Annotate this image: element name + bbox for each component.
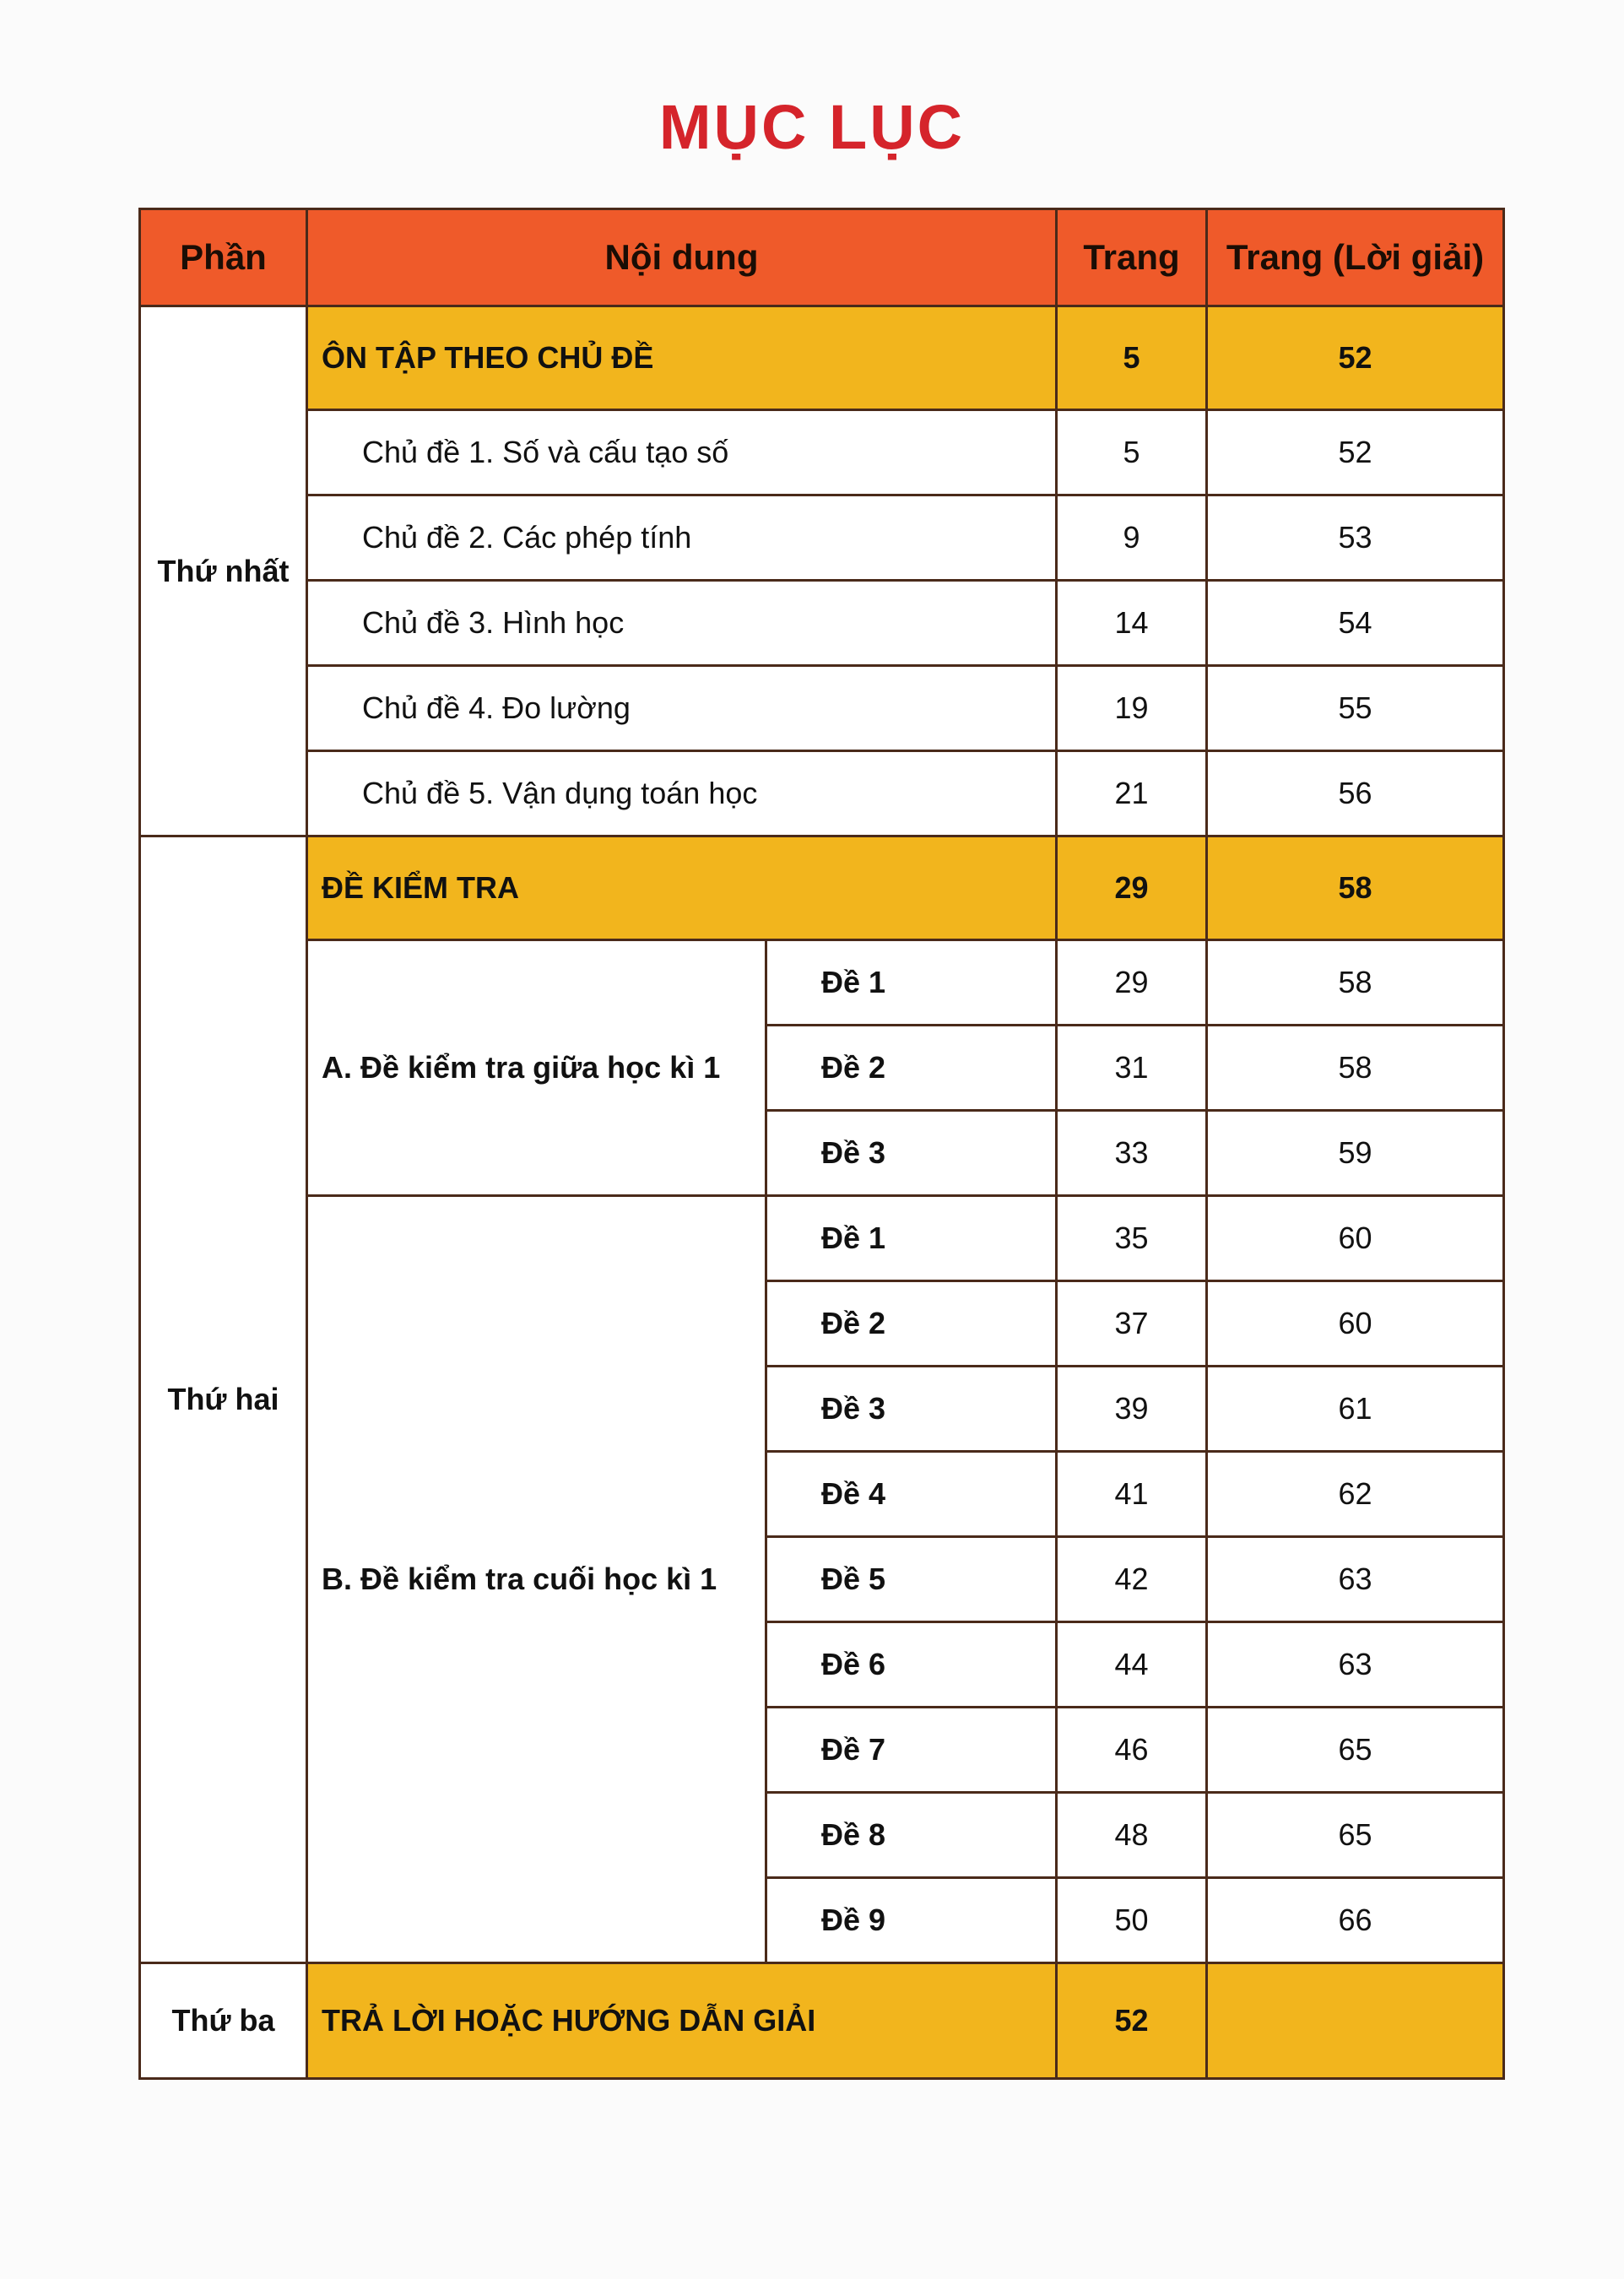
section-row bbox=[140, 306, 1504, 410]
page-number: 19 bbox=[1057, 666, 1207, 751]
page-number: 29 bbox=[1057, 836, 1207, 940]
answer-page-number: 53 bbox=[1207, 495, 1504, 581]
test-group-label: A. Đề kiểm tra giữa học kì 1 bbox=[307, 940, 766, 1196]
topic-label: Chủ đề 3. Hình học bbox=[307, 581, 1057, 666]
answer-page-number: 62 bbox=[1207, 1452, 1504, 1537]
answer-page-number: 65 bbox=[1207, 1708, 1504, 1793]
page-number: 44 bbox=[1057, 1622, 1207, 1708]
test-label: Đề 1 bbox=[766, 1196, 1057, 1281]
test-label: Đề 2 bbox=[766, 1026, 1057, 1111]
section-title: ĐỀ KIỂM TRA bbox=[307, 836, 1057, 940]
answer-page-number: 61 bbox=[1207, 1367, 1504, 1452]
page-number: 39 bbox=[1057, 1367, 1207, 1452]
answer-page-number: 59 bbox=[1207, 1111, 1504, 1196]
table-row bbox=[140, 581, 1504, 666]
page-number: 29 bbox=[1057, 940, 1207, 1026]
page-number: 48 bbox=[1057, 1793, 1207, 1878]
test-label: Đề 9 bbox=[766, 1878, 1057, 1963]
header-part: Phần bbox=[140, 209, 307, 306]
answer-page-number: 60 bbox=[1207, 1281, 1504, 1367]
answer-page-number: 52 bbox=[1207, 410, 1504, 495]
answer-page-number: 58 bbox=[1207, 836, 1504, 940]
table-row bbox=[140, 410, 1504, 495]
table-row bbox=[140, 1196, 1504, 1281]
test-label: Đề 2 bbox=[766, 1281, 1057, 1367]
header-row bbox=[140, 209, 1504, 306]
page-number: 42 bbox=[1057, 1537, 1207, 1622]
page-number: 46 bbox=[1057, 1708, 1207, 1793]
page-title: MỤC LỤC bbox=[658, 92, 966, 162]
page-number: 41 bbox=[1057, 1452, 1207, 1537]
page-number: 33 bbox=[1057, 1111, 1207, 1196]
test-label: Đề 5 bbox=[766, 1537, 1057, 1622]
answer-page-number: 54 bbox=[1207, 581, 1504, 666]
test-label: Đề 6 bbox=[766, 1622, 1057, 1708]
answer-page-number: 60 bbox=[1207, 1196, 1504, 1281]
answer-page-number bbox=[1207, 1963, 1504, 2079]
answer-page-number: 65 bbox=[1207, 1793, 1504, 1878]
section-row bbox=[140, 1963, 1504, 2079]
answer-page-number: 63 bbox=[1207, 1622, 1504, 1708]
page-number: 9 bbox=[1057, 495, 1207, 581]
answer-page-number: 58 bbox=[1207, 1026, 1504, 1111]
header-answer-page: Trang (Lời giải) bbox=[1207, 209, 1504, 306]
page-number: 5 bbox=[1057, 306, 1207, 410]
header-content: Nội dung bbox=[307, 209, 1057, 306]
test-label: Đề 1 bbox=[766, 940, 1057, 1026]
table-row bbox=[140, 666, 1504, 751]
topic-label: Chủ đề 5. Vận dụng toán học bbox=[307, 751, 1057, 836]
answer-page-number: 63 bbox=[1207, 1537, 1504, 1622]
test-label: Đề 3 bbox=[766, 1367, 1057, 1452]
page-number: 14 bbox=[1057, 581, 1207, 666]
part-label: Thứ hai bbox=[140, 836, 307, 1963]
table-row bbox=[140, 940, 1504, 1026]
header-page: Trang bbox=[1057, 209, 1207, 306]
topic-label: Chủ đề 1. Số và cấu tạo số bbox=[307, 410, 1057, 495]
part-label: Thứ ba bbox=[140, 1963, 307, 2079]
test-group-label: B. Đề kiểm tra cuối học kì 1 bbox=[307, 1196, 766, 1963]
answer-page-number: 55 bbox=[1207, 666, 1504, 751]
page-number: 37 bbox=[1057, 1281, 1207, 1367]
table-of-contents bbox=[138, 208, 1505, 2080]
answer-page-number: 58 bbox=[1207, 940, 1504, 1026]
page-number: 21 bbox=[1057, 751, 1207, 836]
part-label: Thứ nhất bbox=[140, 306, 307, 836]
answer-page-number: 56 bbox=[1207, 751, 1504, 836]
page-number: 52 bbox=[1057, 1963, 1207, 2079]
test-label: Đề 8 bbox=[766, 1793, 1057, 1878]
topic-label: Chủ đề 4. Đo lường bbox=[307, 666, 1057, 751]
topic-label: Chủ đề 2. Các phép tính bbox=[307, 495, 1057, 581]
table-row bbox=[140, 495, 1504, 581]
answer-page-number: 52 bbox=[1207, 306, 1504, 410]
section-row bbox=[140, 836, 1504, 940]
test-label: Đề 7 bbox=[766, 1708, 1057, 1793]
test-label: Đề 3 bbox=[766, 1111, 1057, 1196]
section-title: TRẢ LỜI HOẶC HƯỚNG DẪN GIẢI bbox=[307, 1963, 1057, 2079]
page-number: 50 bbox=[1057, 1878, 1207, 1963]
answer-page-number: 66 bbox=[1207, 1878, 1504, 1963]
test-label: Đề 4 bbox=[766, 1452, 1057, 1537]
page-number: 5 bbox=[1057, 410, 1207, 495]
section-title: ÔN TẬP THEO CHỦ ĐỀ bbox=[307, 306, 1057, 410]
page-number: 35 bbox=[1057, 1196, 1207, 1281]
page-number: 31 bbox=[1057, 1026, 1207, 1111]
table-row bbox=[140, 751, 1504, 836]
